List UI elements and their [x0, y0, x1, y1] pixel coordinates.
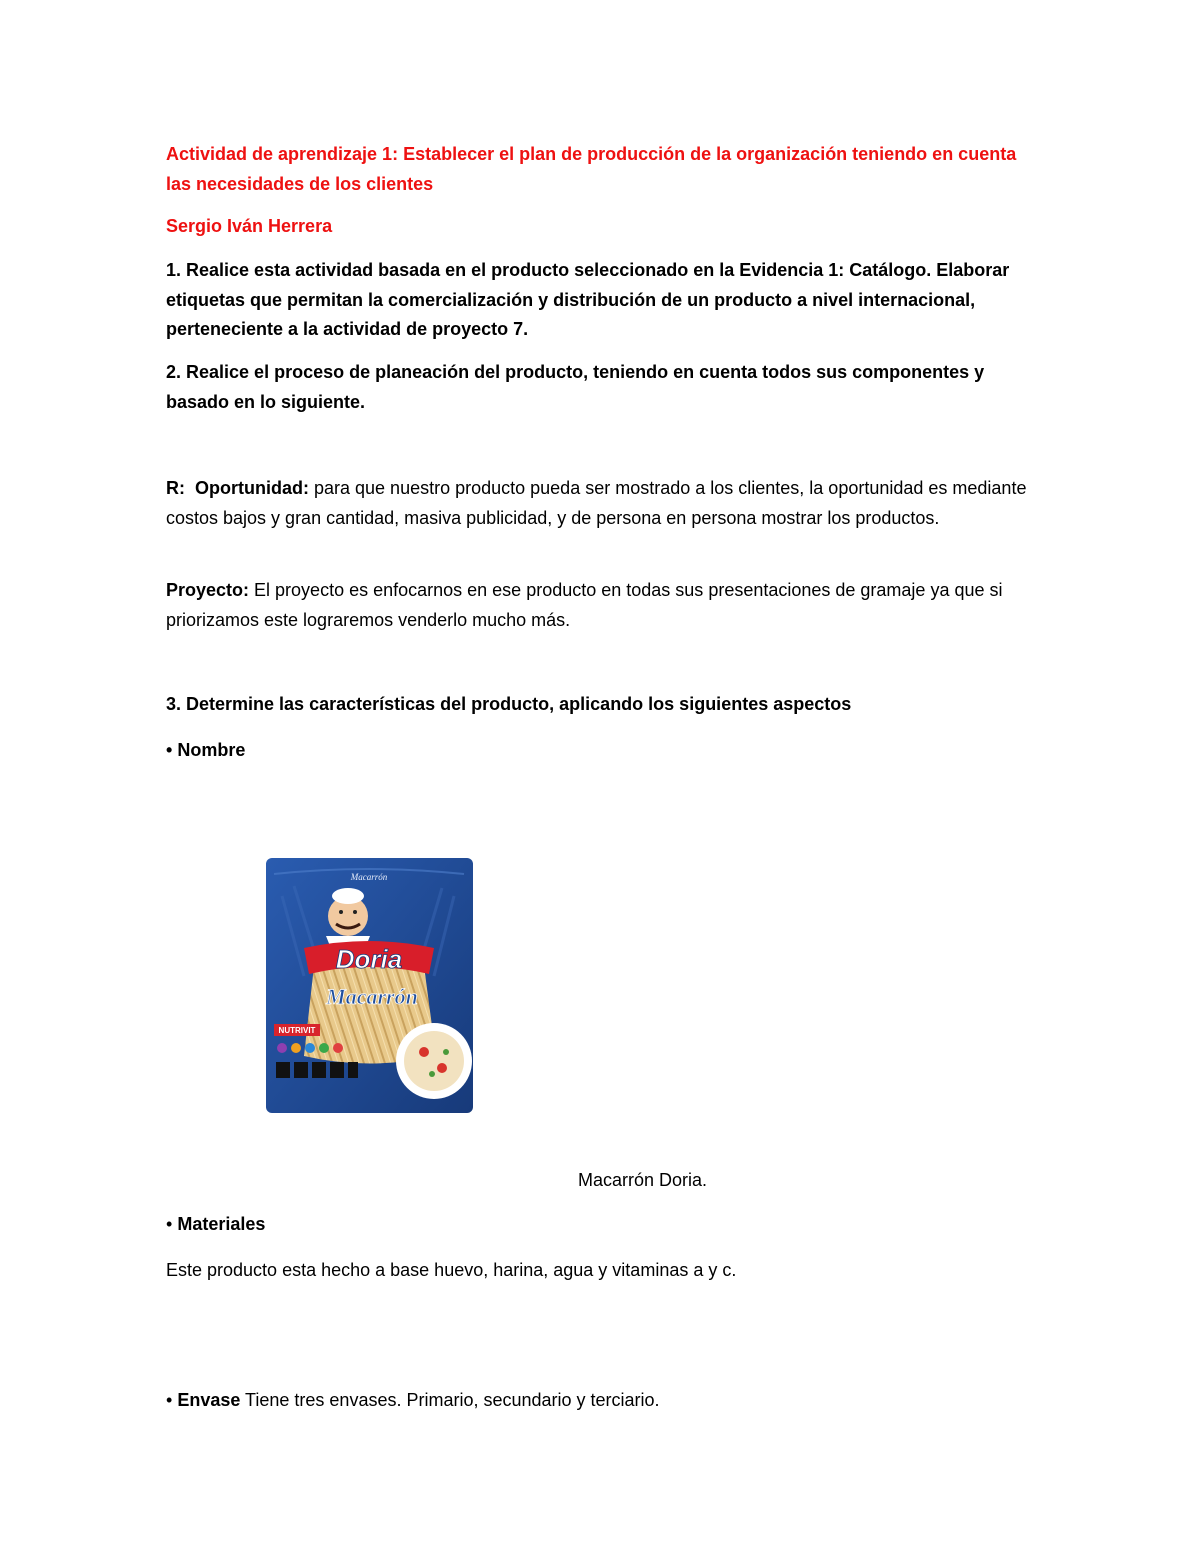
bullet-dot: • [166, 1390, 173, 1410]
answer-prefix: R: [166, 478, 185, 498]
project-text: El proyecto es enfocarnos en ese producto en todas sus presentaciones de gramaje ya que si priorizamos este lograremos venderlo mucho más. [166, 580, 1003, 630]
opportunity-paragraph [166, 474, 1046, 533]
bullet-materials [166, 1210, 1046, 1240]
instruction-item-2: 2. Realice el proceso de planeación del producto, teniendo en cuenta todos sus componentes y basado en lo siguiente. [166, 362, 985, 412]
materials-text: Este producto esta hecho a base huevo, harina, agua y vitaminas a y c. [166, 1260, 737, 1280]
bullet-dot: • [166, 1214, 173, 1234]
project-paragraph [166, 576, 1046, 635]
bullet-name [166, 736, 1046, 766]
opportunity-label: Oportunidad: [195, 478, 309, 498]
packaging-label: Envase [177, 1390, 241, 1410]
bullet-dot: • [166, 740, 173, 760]
packaging-text: Tiene tres envases. Primario, secundario y terciario. [240, 1390, 660, 1410]
nutrivit-badge: NUTRIVIT [278, 1026, 316, 1035]
product-logo-text: Macarrón [326, 984, 418, 1009]
materials-label: Materiales [177, 1214, 266, 1234]
brand-logo-text: Doria [335, 944, 403, 974]
author-name: Sergio Iván Herrera [166, 216, 333, 236]
bag-top-text: Macarrón [350, 872, 388, 882]
name-label: Nombre [177, 740, 246, 760]
bullet-packaging [166, 1386, 1046, 1416]
product-package-image [264, 856, 475, 1115]
image-caption: Macarrón Doria. [578, 1170, 708, 1190]
instruction-item-1: 1. Realice esta actividad basada en el producto seleccionado en la Evidencia 1: Catálogo. Elaborar etiquetas que permitan la comercialización y distribución de un producto a nivel internacional, perteneciente a la actividad de proyecto 7. [166, 260, 1010, 339]
project-label: Proyecto: [166, 580, 250, 600]
document-title: Actividad de aprendizaje 1: Establecer el plan de producción de la organización teniendo en cuenta las necesidades de los clientes [166, 144, 1017, 194]
opportunity-text: para que nuestro producto pueda ser mostrado a los clientes, la oportunidad es mediante costos bajos y gran cantidad, masiva publicidad, y de persona en persona mostrar los productos. [166, 478, 1027, 528]
instruction-item-3: 3. Determine las características del producto, aplicando los siguientes aspectos [166, 694, 852, 714]
